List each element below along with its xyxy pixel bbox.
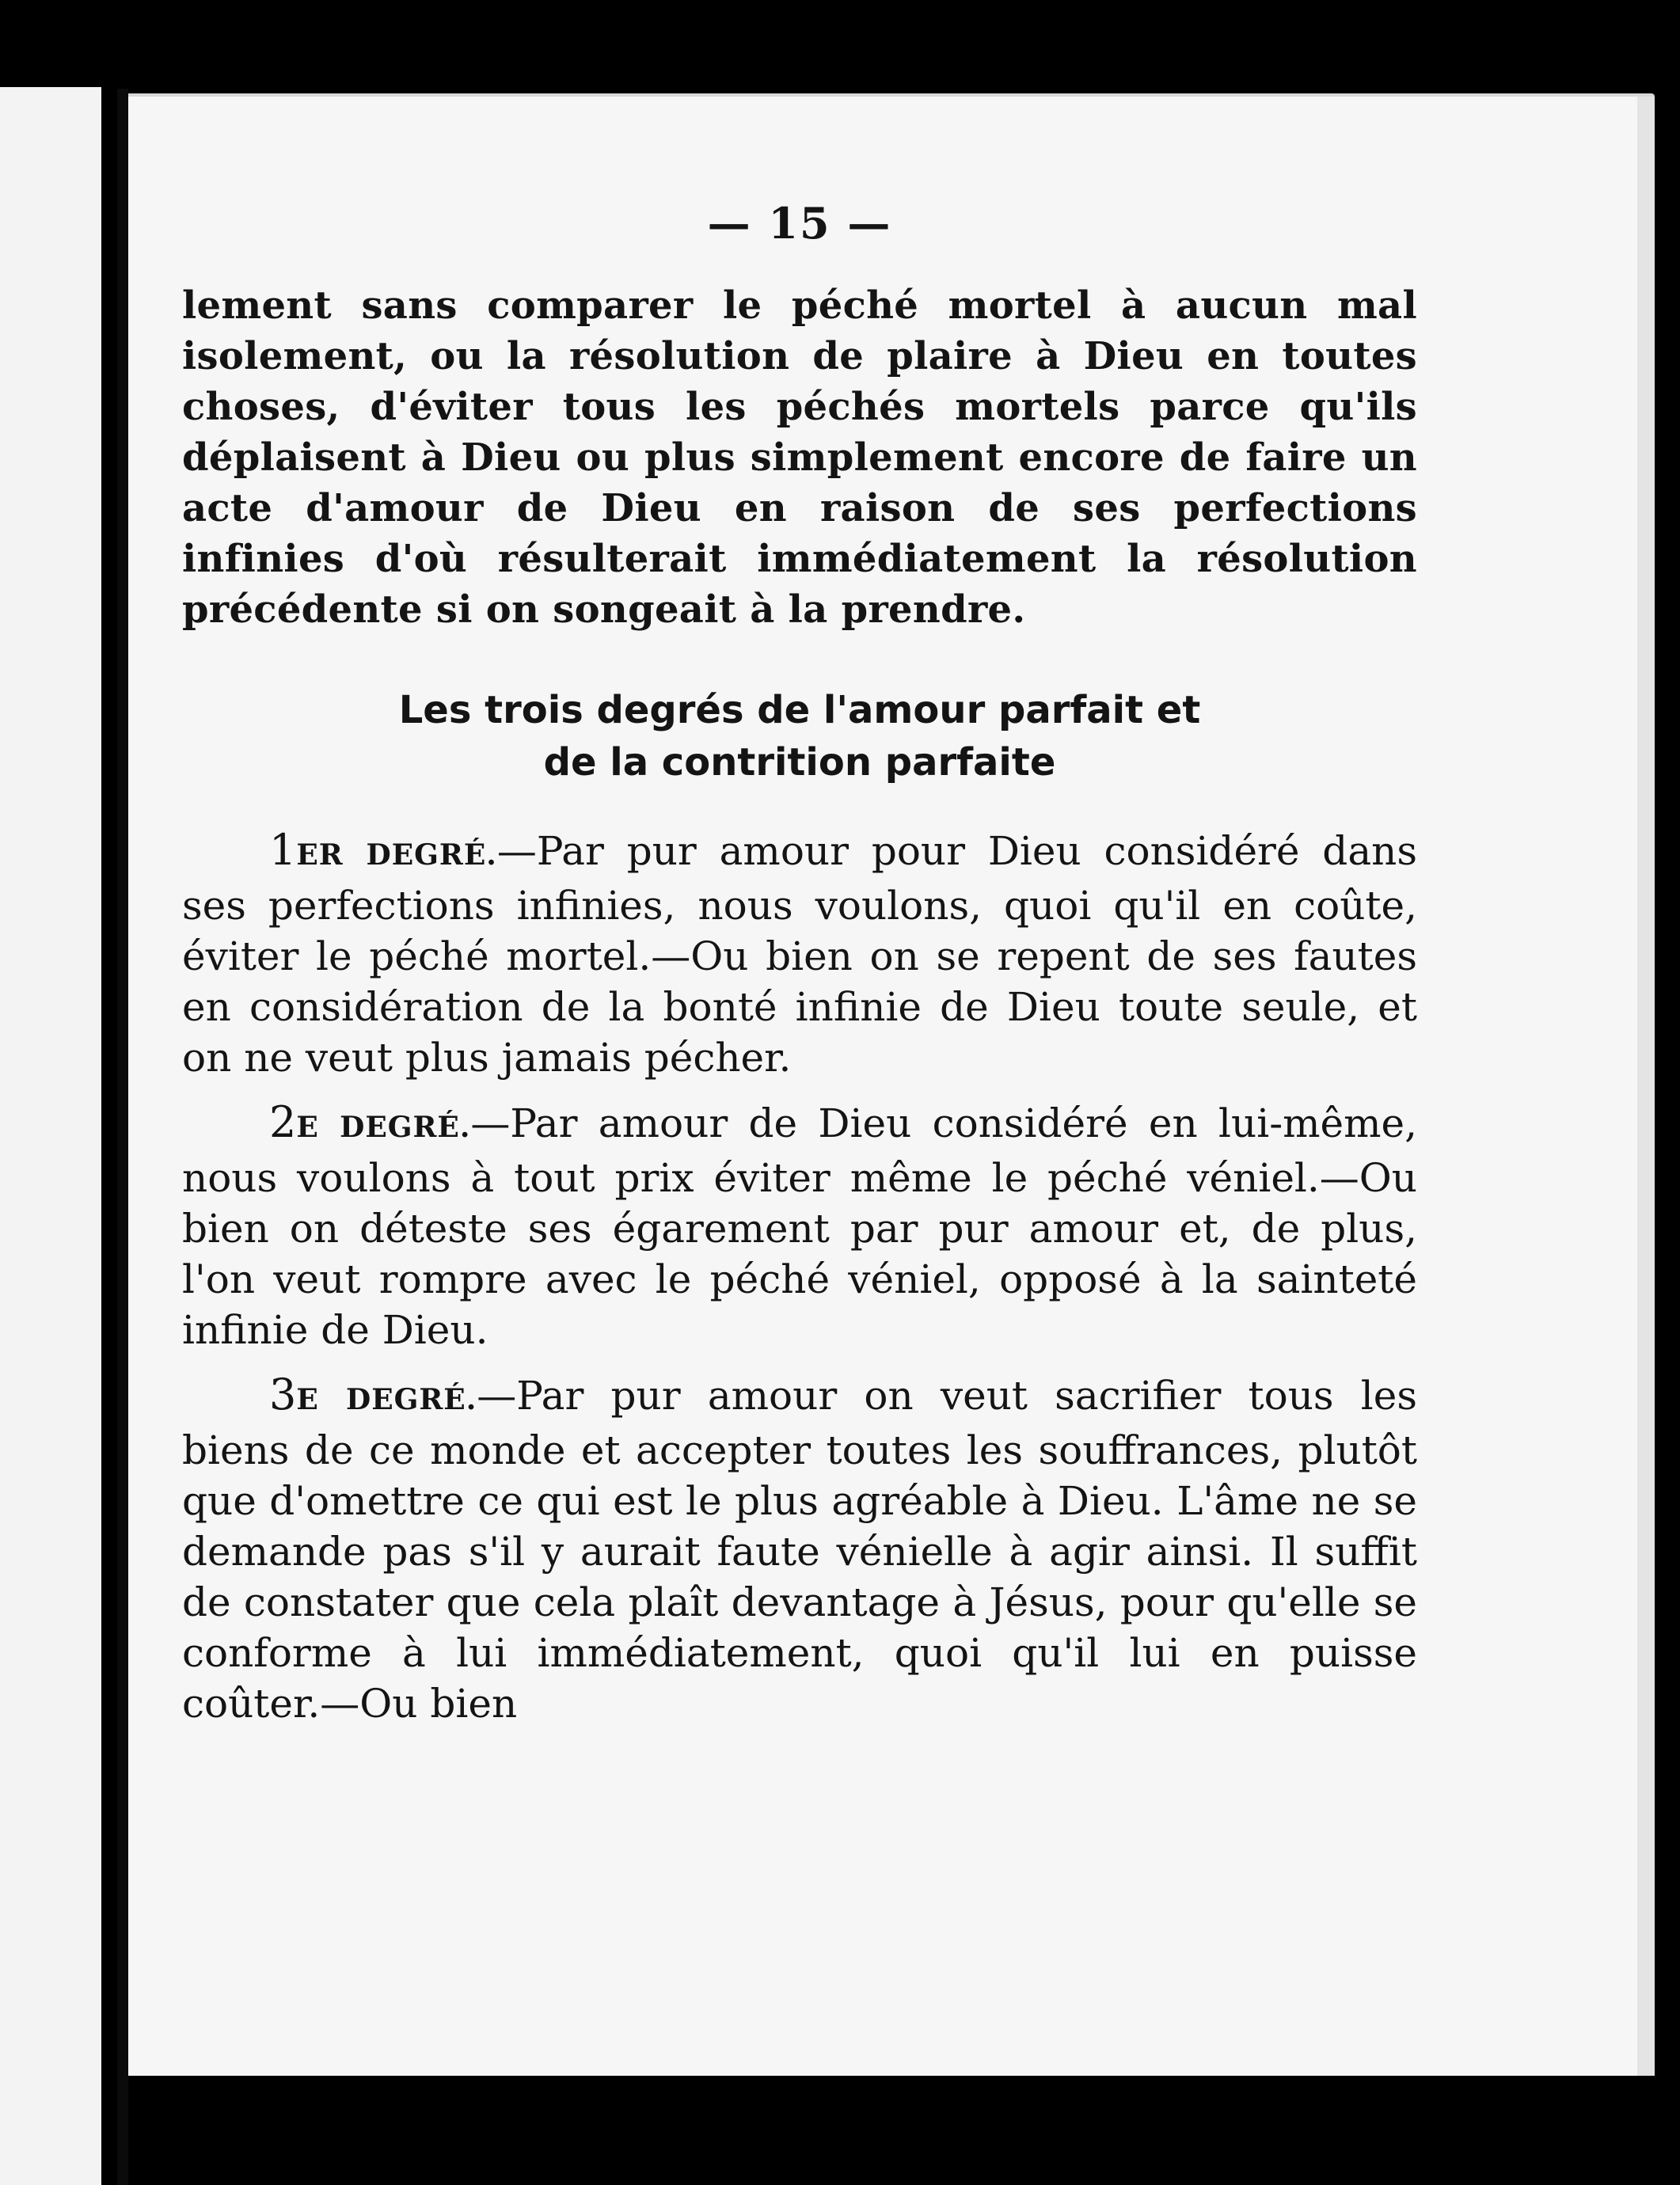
section-heading-line-1: Les trois degrés de l'amour parfait et <box>398 688 1201 732</box>
section-heading <box>182 684 1417 788</box>
degree-text: —Par amour de Dieu considéré en lui-même, nous voulons à tout prix éviter même le péché véniel.—Ou bien on déteste ses égarement par pur amour et, de plus, l'on veut rompre avec le péché véniel, opposé à la sainteté infinie de Dieu. <box>182 1100 1417 1353</box>
degree-label: DEGRÉ. <box>340 1111 471 1144</box>
degree-text: —Par pur amour on veut sacrifier tous les biens de ce monde et accepter toutes les souffrances, plutôt que d'omettre ce qui est le plus agréable à Dieu. L'âme ne se demande pas s'il y aurait faute vénielle à agir ainsi. Il suffit de constater que cela plaît devantage à Jésus, pour qu'elle se conforme à lui immédiatement, quoi qu'il lui en puisse coûter.—Ou bien <box>182 1373 1417 1727</box>
degree-number: 1 <box>269 825 297 875</box>
degree-text: —Par pur amour pour Dieu considéré dans ses perfections infinies, nous voulons, quoi qu'il en coûte, éviter le péché mortel.—Ou bien on se repent de ses fautes en considération de la bonté infinie de Dieu toute seule, et on ne veut plus jamais pécher. <box>182 828 1417 1081</box>
degree-label: DEGRÉ. <box>345 1383 477 1416</box>
intro-paragraph: lement sans comparer le péché mortel à aucun mal isolement, ou la résolution de plaire à Dieu en toutes choses, d'éviter tous les péchés mortels parce qu'ils déplaisent à Dieu ou plus simplement encore de faire un acte d'amour de Dieu en raison de ses perfections infinies d'où résulterait immédiatement la résolution précédente si on songeait à la prendre. <box>182 283 1417 632</box>
degree-number-suffix: E <box>296 1383 319 1416</box>
degree-number-suffix: E <box>296 1111 319 1144</box>
page-number: — 15 — <box>707 198 892 249</box>
degree-paragraph-3 <box>182 1370 1417 1729</box>
section-heading-line-2: de la contrition parfaite <box>543 740 1056 785</box>
adjacent-page-edge <box>0 87 101 2185</box>
degree-number-suffix: ER <box>296 838 344 872</box>
degree-label: DEGRÉ. <box>366 838 497 872</box>
degree-number: 3 <box>269 1370 297 1419</box>
page-text <box>182 198 1417 1743</box>
book-gutter <box>117 89 128 2185</box>
degree-number: 2 <box>269 1097 297 1147</box>
degree-paragraph-2 <box>182 1097 1417 1355</box>
degree-paragraph-1 <box>182 825 1417 1083</box>
